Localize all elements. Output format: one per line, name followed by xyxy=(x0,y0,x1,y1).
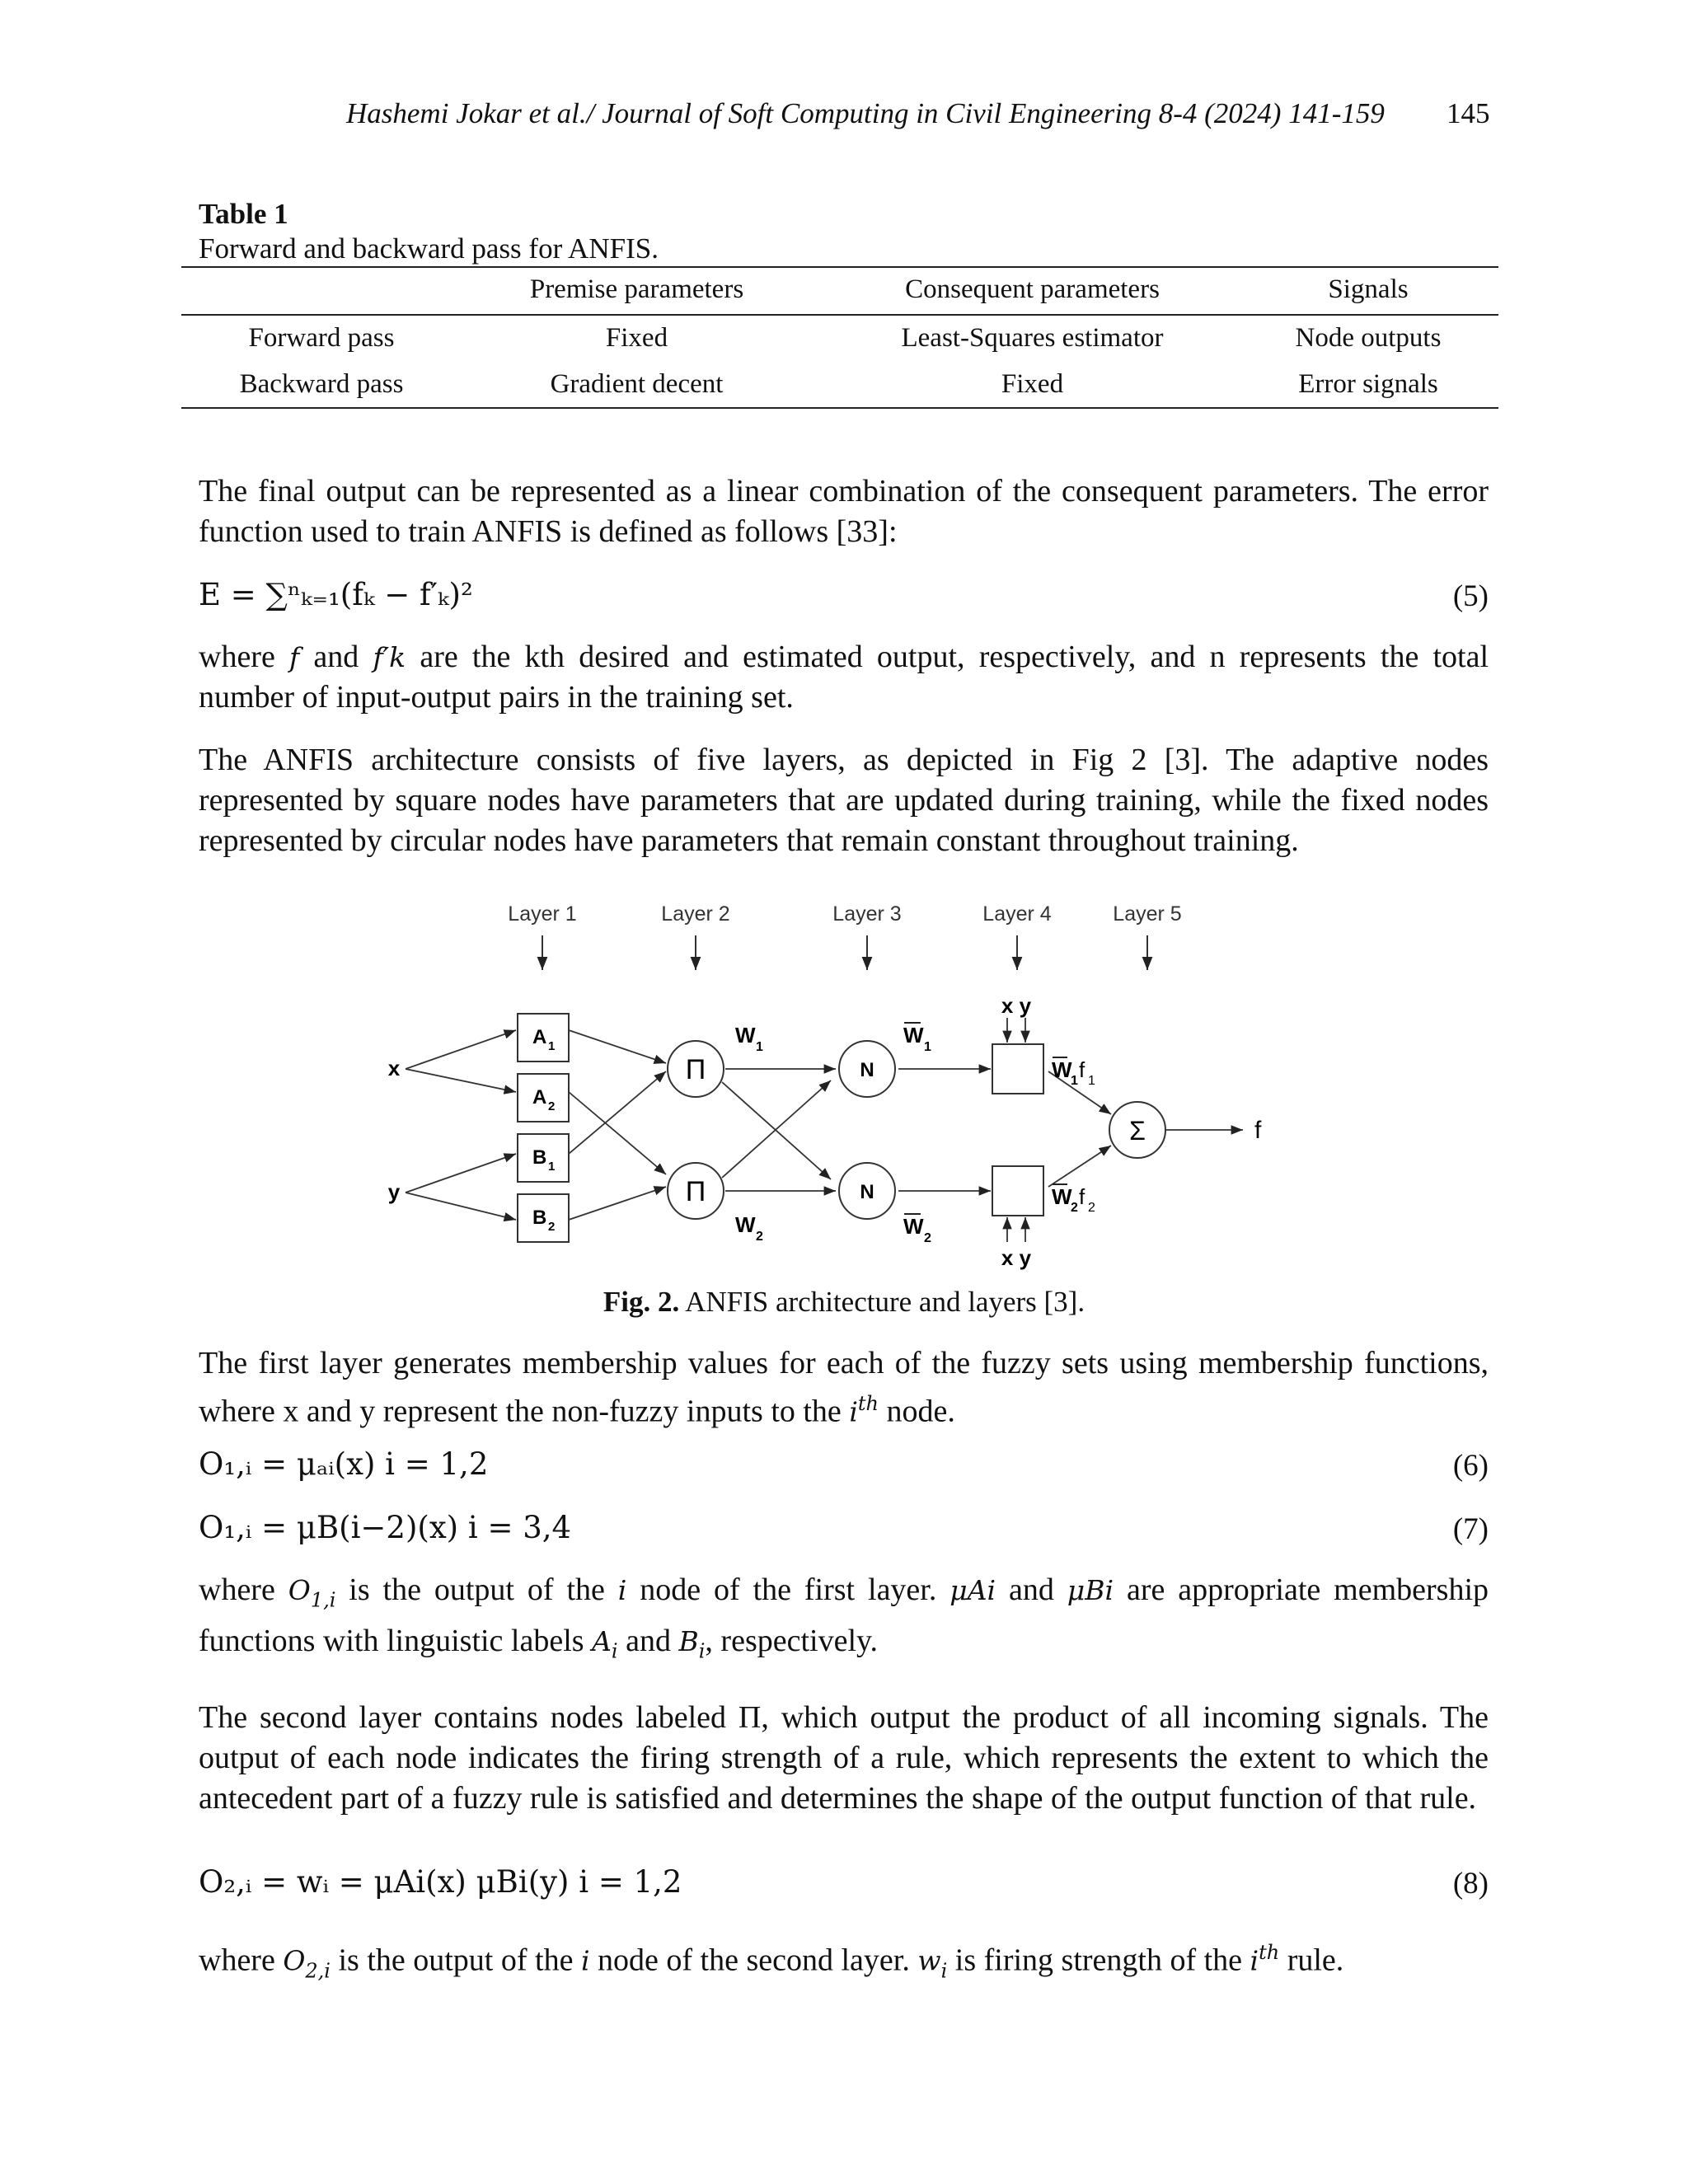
edge xyxy=(406,1193,516,1220)
edge xyxy=(406,1069,516,1092)
body-paragraph: The second layer contains nodes labeled Π, which output the product of all incoming signals. The output of each node indicates the firing strength of a rule, which represents the extent to which the antecedent part of a fuzzy rule is satisfied and determines the shape of the output function of that rule. xyxy=(199,1700,1489,1816)
text: are the kth desired and estimated output, respectively, and n represents the total number of input-output pairs in the training set. xyxy=(199,640,1489,715)
normalized-weight-label-sub: 1 xyxy=(924,1040,931,1054)
node-label: A xyxy=(532,1026,547,1048)
layer4-inputs: x y xyxy=(1001,1245,1032,1270)
edge xyxy=(569,1071,666,1154)
input-y-label: y xyxy=(387,1179,401,1204)
normalize-symbol: N xyxy=(860,1181,874,1203)
text: and xyxy=(313,640,359,674)
layer-label: Layer 4 xyxy=(982,902,1052,926)
text: and xyxy=(1009,1572,1054,1607)
math-subscript: i xyxy=(698,1639,706,1663)
weighted-output-label-sub: 1 xyxy=(1071,1074,1078,1088)
edge xyxy=(569,1187,666,1220)
text: node of the first layer. xyxy=(640,1572,937,1607)
weight-label: W xyxy=(735,1212,756,1237)
node-label-sub: 1 xyxy=(548,1039,556,1053)
math-symbol: O xyxy=(288,1574,311,1606)
weighted-output-f: f xyxy=(1079,1057,1085,1082)
equation-7: O₁,ᵢ = μB(i−2)(x) i = 3,4 xyxy=(199,1510,572,1545)
math-symbol: O xyxy=(283,1944,306,1977)
table-cell: Error signals xyxy=(1298,369,1438,399)
equation-number: (8) xyxy=(1452,1867,1489,1900)
math-symbol: i xyxy=(617,1574,627,1606)
text: node of the second layer. xyxy=(598,1943,910,1978)
math-symbol: μBi xyxy=(1067,1574,1114,1606)
equation-number: (6) xyxy=(1452,1449,1489,1483)
node-label: A xyxy=(532,1086,547,1108)
text: is the output of the xyxy=(338,1943,574,1978)
math-symbol: f xyxy=(289,641,300,673)
node-label-sub: 1 xyxy=(548,1160,556,1174)
table-cell: Fixed xyxy=(1001,369,1064,399)
text: where xyxy=(199,1572,275,1607)
text: node. xyxy=(886,1394,955,1429)
layer-label: Layer 3 xyxy=(832,902,902,926)
edge xyxy=(569,1092,666,1174)
weighted-output-label: W xyxy=(1052,1057,1072,1082)
normalized-weight-label: W xyxy=(903,1214,924,1239)
node-label-sub: 2 xyxy=(548,1220,556,1234)
math-symbol: w xyxy=(917,1944,941,1977)
weight-label: W xyxy=(735,1023,756,1047)
math-subscript: i xyxy=(940,1959,948,1983)
math-superscript: th xyxy=(857,1392,879,1415)
math-symbol: i xyxy=(849,1395,858,1428)
equation-number: (7) xyxy=(1452,1512,1489,1546)
layer4-inputs: x y xyxy=(1001,993,1032,1018)
body-paragraph xyxy=(199,1343,1489,1432)
weighted-output-f-sub: 1 xyxy=(1088,1074,1095,1088)
table-header-cell: Consequent parameters xyxy=(905,274,1160,304)
table-top-rule xyxy=(181,266,1498,268)
output-label: f xyxy=(1254,1117,1262,1144)
table-cell: Node outputs xyxy=(1295,323,1442,353)
text: The first layer generates membership values for each of the fuzzy sets using membership functions, where x and y represent the non-fuzzy inputs to the xyxy=(199,1346,1489,1429)
product-symbol: Π xyxy=(685,1054,706,1085)
text: is firing strength of the xyxy=(954,1943,1243,1978)
normalized-weight-label-sub: 2 xyxy=(924,1231,931,1245)
edge xyxy=(722,1080,831,1178)
layer-label: Layer 2 xyxy=(661,902,730,926)
edge xyxy=(722,1082,831,1179)
edge xyxy=(406,1030,516,1069)
math-subscript: i xyxy=(611,1639,618,1663)
math-superscript: th xyxy=(1259,1941,1280,1964)
math-symbol: A xyxy=(592,1624,612,1657)
product-symbol: Π xyxy=(685,1176,706,1207)
equation-6: O₁,ᵢ = μₐᵢ(x) i = 1,2 xyxy=(199,1446,489,1482)
table-cell: Least-Squares estimator xyxy=(901,323,1164,353)
normalize-symbol: N xyxy=(860,1059,874,1081)
sum-symbol: Σ xyxy=(1129,1116,1146,1146)
table-caption: Forward and backward pass for ANFIS. xyxy=(199,232,659,265)
page-number: 145 xyxy=(1447,97,1490,129)
table-header-rule xyxy=(181,314,1498,316)
weighted-output-label-sub: 2 xyxy=(1071,1201,1078,1215)
text: where xyxy=(199,1943,275,1978)
table-header-cell: Signals xyxy=(1328,274,1409,304)
body-paragraph xyxy=(199,1570,1489,1671)
equation-5: E = ∑ⁿₖ₌₁(fₖ − f′ₖ)² xyxy=(199,577,473,612)
layer-label: Layer 5 xyxy=(1113,902,1182,926)
equation-8: O₂,ᵢ = wᵢ = μAi(x) μBi(y) i = 1,2 xyxy=(199,1864,682,1900)
anfis-architecture-figure xyxy=(363,894,1262,1282)
body-paragraph: The ANFIS architecture consists of five layers, as depicted in Fig 2 [3]. The adaptive nodes represented by square nodes have parameters that are updated during training, while the fixed nodes represented by circular nodes have parameters that remain constant throughout training. xyxy=(199,743,1489,858)
math-symbol: i xyxy=(580,1944,590,1977)
node-label: B xyxy=(532,1146,547,1169)
body-paragraph xyxy=(199,1933,1489,1991)
normalized-weight-label: W xyxy=(903,1023,924,1047)
text: where xyxy=(199,640,275,674)
node-consequent-2 xyxy=(992,1166,1043,1216)
math-symbol: i xyxy=(1250,1944,1259,1977)
body-paragraph: The final output can be represented as a linear combination of the consequent parameters. The error function used to train ANFIS is defined as follows [33]: xyxy=(199,474,1489,549)
node-consequent-1 xyxy=(992,1044,1043,1094)
math-symbol: μAi xyxy=(950,1574,996,1606)
text: rule. xyxy=(1287,1943,1344,1978)
table-cell: Forward pass xyxy=(248,323,395,353)
table-bottom-rule xyxy=(181,407,1498,409)
text: are appropriate membership functions with linguistic labels xyxy=(199,1572,1489,1658)
weight-label-sub: 1 xyxy=(756,1040,763,1054)
node-label-sub: 2 xyxy=(548,1099,556,1113)
text: is the output of the xyxy=(349,1572,605,1607)
equation-number: (5) xyxy=(1452,579,1489,613)
edge xyxy=(569,1030,666,1063)
weighted-output-f: f xyxy=(1079,1184,1085,1209)
running-header: Hashemi Jokar et al./ Journal of Soft Computing in Civil Engineering 8-4 (2024) 141-159 xyxy=(346,97,1385,129)
table-cell: Gradient decent xyxy=(550,369,724,399)
figure-caption-label: Fig. 2. xyxy=(603,1286,680,1318)
table-header-cell: Premise parameters xyxy=(529,274,744,304)
layer-label: Layer 1 xyxy=(508,902,577,926)
math-subscript: 1,i xyxy=(310,1588,336,1612)
node-label: B xyxy=(532,1207,547,1229)
edge xyxy=(406,1154,516,1193)
text: and xyxy=(626,1623,671,1658)
figure-caption-text: ANFIS architecture and layers [3]. xyxy=(685,1286,1085,1318)
math-symbol: f′k xyxy=(373,641,406,673)
input-x-label: x xyxy=(387,1056,401,1080)
edge xyxy=(1048,1146,1111,1187)
weight-label-sub: 2 xyxy=(756,1230,763,1244)
figure-caption xyxy=(0,1286,1688,1319)
text: , respectively. xyxy=(705,1623,879,1658)
weighted-output-f-sub: 2 xyxy=(1088,1201,1095,1215)
table-label: Table 1 xyxy=(199,198,288,230)
body-paragraph xyxy=(199,637,1489,718)
math-symbol: B xyxy=(678,1624,699,1657)
weighted-output-label: W xyxy=(1052,1184,1072,1209)
math-subscript: 2,i xyxy=(305,1959,331,1983)
table-cell: Backward pass xyxy=(239,369,404,399)
table-cell: Fixed xyxy=(605,323,668,353)
